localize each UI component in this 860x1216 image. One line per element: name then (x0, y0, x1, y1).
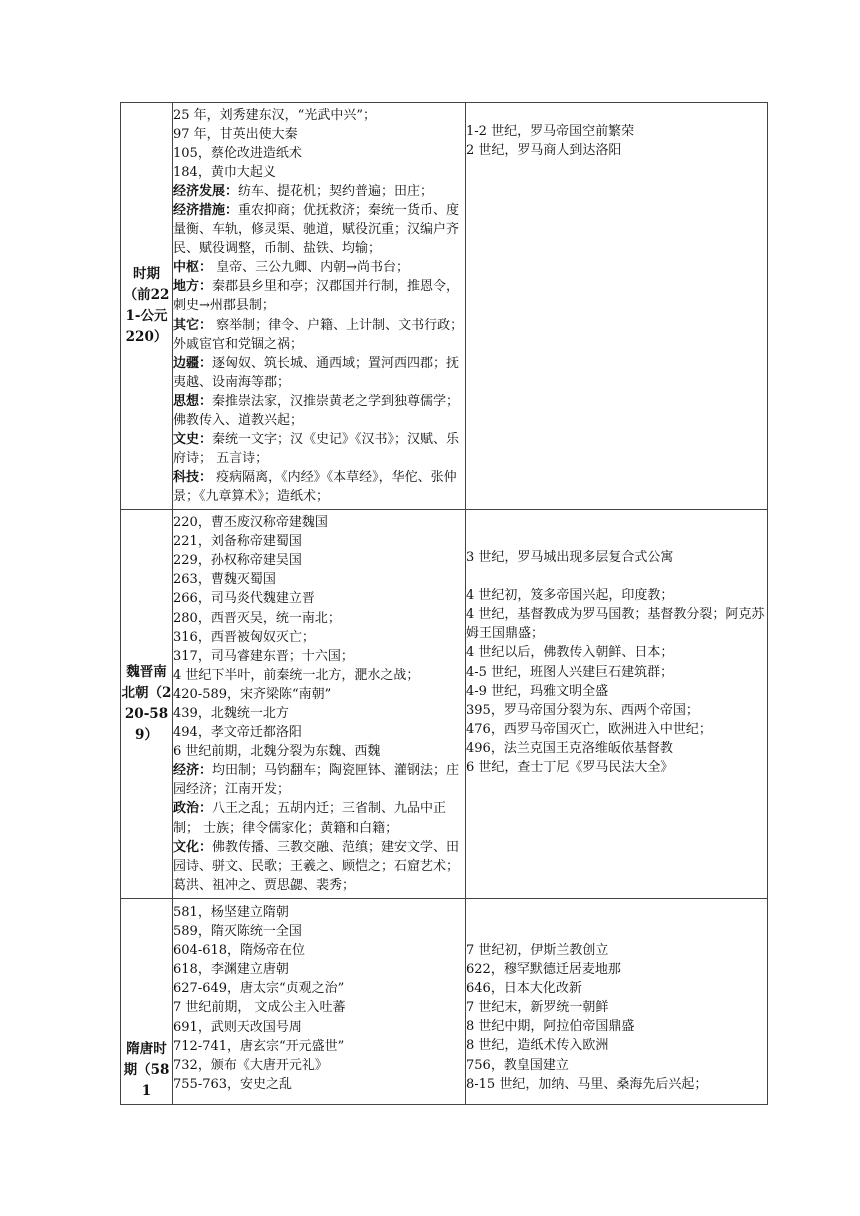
category-label: 政治： (173, 801, 213, 817)
event-line: 755-763，安史之乱 (173, 1076, 293, 1092)
table-row (121, 899, 768, 1105)
category-entry (173, 277, 465, 315)
category-text: 疫病隔离，《内经》《本草经》，华佗、张仲景；《九章算术》；造纸术； (173, 470, 457, 505)
event-line: 646，日本大化改新 (466, 981, 582, 997)
event-line: 732，颁布《大唐开元礼》 (173, 1057, 328, 1073)
table-row (121, 103, 768, 510)
category-text: 八王之乱；五胡内迁；三省制、九品中正制； 士族；律令儒家化；黄籍和白籍； (173, 801, 447, 836)
history-timeline-table (120, 102, 768, 1105)
event-line: 8 世纪，造纸术传入欧洲 (466, 1038, 609, 1054)
event-line: 476，西罗马帝国灭亡，欧洲进入中世纪； (466, 721, 712, 737)
event-line: 8-15 世纪，加纳、马里、桑海先后兴起； (466, 1076, 708, 1092)
event-line: 4-5 世纪，班图人兴建巨石建筑群； (466, 664, 674, 680)
event-line: 105，蔡伦改进造纸术 (173, 145, 302, 161)
event-line: 263，曹魏灭蜀国 (173, 572, 276, 588)
category-text: 均田制；马钧翻车；陶瓷匣钵、灌钢法；庄园经济；江南开发； (173, 763, 460, 798)
event-line: 1-2 世纪，罗马帝国空前繁荣 (466, 124, 635, 139)
category-label: 经济： (173, 763, 213, 779)
category-label: 中枢： (173, 260, 213, 276)
event-line: 184，黄巾大起义 (173, 164, 276, 180)
event-line: 316，西晋被匈奴灭亡； (173, 629, 315, 645)
category-text: 秦统一文字；汉《史记》《汉书》；汉赋、乐府诗； 五言诗； (173, 432, 460, 467)
event-line: 220，曹丕废汉称帝建魏国 (173, 515, 328, 531)
world-events-cell (466, 103, 768, 510)
category-label: 经济措施： (173, 202, 239, 218)
category-entry (173, 799, 465, 837)
event-line: 581，杨坚建立隋朝 (173, 905, 289, 920)
category-text: 察举制；律令、户籍、上计制、文书行政；外戚宦官和党锢之祸； (173, 317, 464, 352)
category-text: 皇帝、三公九卿、内朝→尚书台； (212, 260, 410, 276)
category-text: 秦郡县乡里和亭；汉郡国并行制，推恩令，刺史→州郡县制； (173, 279, 460, 314)
event-line: 691，武则天改国号周 (173, 1019, 302, 1035)
event-line: 496，法兰克国王克洛维皈依基督教 (466, 740, 673, 756)
event-line: 4 世纪初，笈多帝国兴起，印度教； (466, 588, 674, 604)
category-entry (173, 354, 465, 392)
event-line: 756，教皇国建立 (466, 1057, 569, 1073)
category-entry (173, 182, 465, 201)
event-line: 3 世纪，罗马城出现多层复合式公寓 (466, 550, 674, 565)
event-line: 622，穆罕默德迁居麦地那 (466, 962, 621, 978)
category-label: 思想： (173, 393, 213, 409)
china-events-cell (173, 510, 466, 899)
spacer (466, 567, 767, 586)
world-events-cell (466, 510, 768, 899)
category-label: 科技： (173, 470, 213, 486)
category-entry (173, 392, 465, 430)
category-entry (173, 761, 465, 799)
category-text: 逐匈奴、筑长城、通西域；置河西四郡；抚夷越、设南海等郡； (173, 355, 460, 390)
category-entry (173, 430, 465, 468)
category-text: 秦推崇法家，汉推崇黄老之学到独尊儒学；佛教传入、道教兴起； (173, 393, 460, 429)
category-entry (173, 838, 465, 895)
event-line: 229，孙权称帝建吴国 (173, 553, 302, 569)
category-entry (173, 201, 465, 258)
event-line: 97 年，甘英出使大秦 (173, 126, 298, 142)
period-cell: 时期（前221-公元220） (121, 103, 173, 510)
period-cell: 隋唐时期（581 (121, 899, 173, 1105)
event-line: 4 世纪以后，佛教传入朝鲜、日本； (466, 645, 674, 661)
event-line: 439，北魏统一北方 (173, 706, 289, 721)
china-events-cell (173, 103, 466, 510)
event-line: 7 世纪初，伊斯兰教创立 (466, 943, 609, 958)
table-row (121, 510, 768, 899)
event-line: 627-649，唐太宗“贞观之治” (173, 981, 345, 997)
event-line: 280，西晋灭吴，统一南北； (173, 610, 341, 626)
event-line: 6 世纪前期，北魏分裂为东魏、西魏 (173, 744, 381, 760)
event-line: 266，司马炎代魏建立晋 (173, 591, 315, 607)
category-label: 经济发展： (173, 183, 239, 199)
event-line: 4-9 世纪，玛雅文明全盛 (466, 683, 609, 699)
event-line: 494，孝文帝迁都洛阳 (173, 725, 302, 741)
category-label: 地方： (173, 279, 213, 295)
event-line: 420-589，宋齐梁陈“南朝” (173, 686, 332, 702)
category-text: 重农抑商；优抚救济；秦统一货币、度量衡、车轨，修灵渠、驰道，赋役沉重；汉编户齐民、赋役调整，币制、盐铁、均输； (173, 202, 460, 257)
event-line: 7 世纪末，新罗统一朝鲜 (466, 1000, 609, 1016)
event-line: 618，李渊建立唐朝 (173, 962, 289, 978)
category-label: 文史： (173, 432, 213, 448)
china-events-cell (173, 899, 466, 1105)
event-line: 221，刘备称帝建蜀国 (173, 534, 302, 550)
category-entry (173, 258, 465, 277)
event-line: 589，隋灭陈统一全国 (173, 924, 302, 940)
category-entry (173, 316, 465, 354)
event-line: 6 世纪，查士丁尼《罗马民法大全》 (466, 760, 674, 776)
period-cell: 魏晋南北朝（220-589） (121, 510, 173, 899)
event-line: 4 世纪，基督教成为罗马国教；基督教分裂；阿克苏姆王国鼎盛； (466, 607, 765, 642)
category-label: 边疆： (173, 355, 213, 371)
category-text: 纺车、提花机；契约普遍；田庄； (238, 183, 434, 199)
category-label: 其它： (173, 317, 213, 333)
event-line: 395，罗马帝国分裂为东、西两个帝国； (466, 702, 699, 718)
category-text: 佛教传播、三教交融、范缜；建安文学、田园诗、骈文、民歌；王羲之、顾恺之；石窟艺术；葛洪、祖冲之、贾思勰、裴秀； (173, 839, 460, 893)
event-line: 8 世纪中期，阿拉伯帝国鼎盛 (466, 1019, 635, 1035)
event-line: 712-741，唐玄宗“开元盛世” (173, 1038, 345, 1054)
category-label: 文化： (173, 839, 213, 855)
event-line: 7 世纪前期， 文成公主入吐蕃 (173, 1000, 346, 1016)
world-events-cell (466, 899, 768, 1105)
category-entry (173, 468, 465, 506)
event-line: 2 世纪，罗马商人到达洛阳 (466, 143, 622, 159)
event-line: 604-618，隋炀帝在位 (173, 943, 306, 959)
event-line: 317，司马睿建东晋；十六国； (173, 648, 354, 664)
event-line: 4 世纪下半叶，前秦统一北方，淝水之战； (173, 667, 420, 683)
event-line: 25 年，刘秀建东汉，“光武中兴”； (173, 107, 376, 123)
